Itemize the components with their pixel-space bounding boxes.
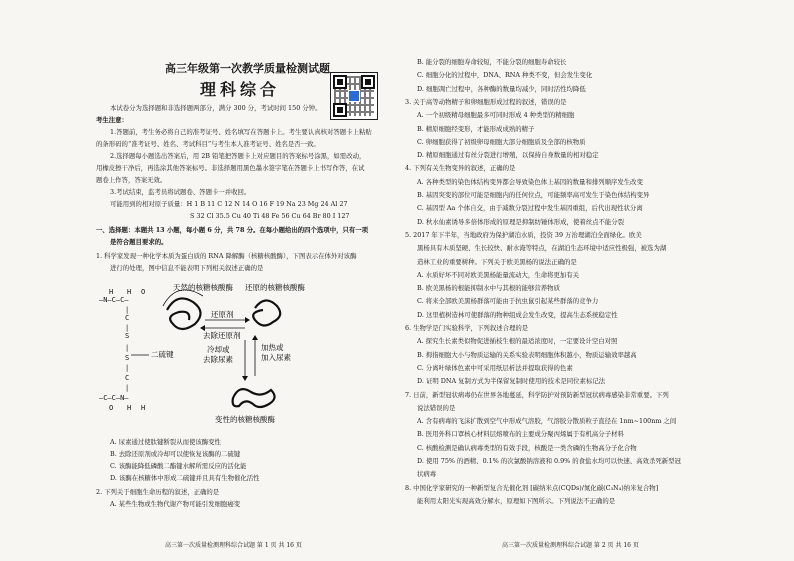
svg-text:H: H — [127, 404, 132, 412]
section-heading: 是符合题目要求的。 — [110, 238, 168, 246]
svg-text:|: | — [125, 384, 130, 392]
question-line: 7. 日前，新型冠状病毒仍在世界各地蔓延，科学防护对预防新型冠状病毒感染非常重要。下列 — [405, 390, 669, 399]
option-line: D. 秋水仙素诱导多倍体形成的原理是抑制纺锤体形成，使着丝点不能分裂 — [417, 217, 625, 226]
option-line: C. 卵细胞获得了初级卵母细胞大部分细胞质及全部的核物质 — [417, 137, 586, 146]
page-footer: 高三第一次质量检测理科综合试题 第 2 页 共 16 页 — [502, 542, 639, 549]
svg-text:H: H — [127, 288, 132, 296]
question-line: 4. 下列有关生物变异的叙述，正确的是 — [405, 164, 516, 173]
notice-line: 3.考试结束，监考员将试题卷、答题卡一并收回。 — [110, 188, 251, 196]
svg-text:—C—C—N—: —C—C—N— — [99, 394, 129, 402]
option: B. 去除还原剂或冷却可以使恢复该酶的二硫键 — [110, 450, 241, 458]
page-footer: 高三第一次质量检测理科综合试题 第 1 页 共 16 页 — [165, 542, 302, 549]
option-line: C. 基因型 Aa 个体自交，由于减数分裂过程中发生基因重组，后代出现性状分离 — [417, 204, 643, 213]
qr-code-icon — [330, 72, 378, 120]
svg-text:H: H — [109, 288, 114, 296]
question-line: 6. 生物学是门实验科学，下列叙述合理的是 — [405, 324, 529, 332]
svg-text:S: S — [125, 354, 130, 362]
svg-text:S: S — [125, 332, 130, 340]
option-line: B. 欧美黑杨的根能抑制水中与其根的能够营养物质 — [417, 284, 560, 293]
svg-text:C: C — [125, 374, 130, 382]
option-line: A. 一个初级精母细胞最多可同时形成 4 种类型的精细胞 — [417, 111, 575, 120]
option-line: A. 含有病毒的飞沫扩散到空气中形成气溶胶，气溶胶分散质粒子直径在 1nm~100nm 之间 — [417, 417, 677, 426]
remove-urea-label: 去除尿素 — [203, 355, 233, 364]
option-line: C. 分离叶绿体色素中可采用纸层析法并提取获得的色素 — [417, 363, 573, 372]
notice-line: 的条形码的“准考证号、姓名、考试科目”与考生本人准考证号、姓名是否一致。 — [96, 140, 320, 148]
cool-label: 冷却或 — [207, 345, 230, 354]
question-line: 3. 关于高等动物精子和卵细胞形成过程的叙述，错误的是 — [405, 97, 567, 106]
option-line: 能利用太阳光实现高效分解水，原理如下图所示。下列说法不正确的是 — [417, 496, 616, 505]
svg-text:C: C — [125, 314, 130, 322]
svg-text:|: | — [125, 344, 130, 352]
option-line: B. 基因突变的部位可能是细胞内的任何位点，可能频率高可发生于染色体结构变异 — [417, 191, 650, 199]
option-line: B. 精原细胞经变形，才能形成成熟的精子 — [417, 124, 535, 133]
remove-reductant-label: 去除还原剂 — [203, 331, 241, 340]
question-2: 2. 下列关于细胞生命历程的叙述，正确的是 — [96, 488, 220, 496]
denatured-enzyme-label: 变性的核糖核酸酶 — [215, 415, 275, 424]
option-line: D. 证明 DNA 复制方式为半保留复制时使用的技术是同位素标记法 — [417, 377, 606, 386]
option-line: 说法错误的是 — [417, 403, 456, 412]
subject-title: 理科综合 — [200, 80, 281, 99]
option-line: A. 水质好坏不同对欧美黑杨能量流动大，生命将更加有关 — [417, 270, 580, 279]
option-line: 造林工业的重要树种。下列关于欧美黑杨的说法正确的是 — [417, 257, 577, 266]
notice-title: 考生注意： — [96, 116, 128, 124]
svg-text:|: | — [125, 324, 130, 332]
question-line: 5. 2017 年下半年，当地政府为保护湖泊水质，投资 39 万治理湖泊全面绿化。欧美 — [405, 230, 642, 239]
option-line: C. 将来全部欧美黑杨群落可能由于抗虫鼠引起某些群落的竞争力 — [417, 297, 599, 306]
option-line: D. 这里植树造林可使群落的物种组成会发生改变，提高生态系统稳定性 — [417, 310, 618, 319]
notice-line: 1.答题前，考生务必将自己的准考证号、姓名填写在答题卡上。考生要认真核对答题卡上粘贴 — [110, 128, 372, 136]
option-line: C. 细胞分化的过程中，DNA、RNA 种类不变，但会发生变化 — [417, 71, 593, 80]
ribonuclease-diagram — [95, 280, 305, 430]
option-line: 状病毒 — [417, 470, 437, 479]
notice-line: 用橡皮擦干净后，再选涂其他答案标号。非选择题用黑色墨水签字笔在答题卡上书写作答，在试 — [96, 164, 365, 172]
section-heading: 一、选择题：本题共 13 小题，每小题 6 分，共 78 分。在每小题给出的四个选项中，只有一项 — [96, 226, 369, 234]
option-line: 黑杨具有木质坚硬、生长较快、耐水淹等特点，在湖泊生态环境中适应性极强，被选为湖 — [417, 244, 667, 253]
right-page — [397, 0, 794, 561]
svg-text:O: O — [109, 404, 114, 412]
intro-text: 本试卷分为选择题和非选择题两部分，满分 300 分，考试时间 150 分钟。 — [110, 104, 322, 112]
svg-text:H: H — [141, 404, 146, 412]
reduced-enzyme-label: 还原的核糖核酸酶 — [245, 283, 305, 292]
option-line: B. 医用外科口罩核心材料层熔喷布的主要成分聚丙烯属于有机高分子材料 — [417, 430, 624, 439]
question-line: 8. 中国化学家研究的一种新型复合光催化剂 [碳纳米点(CQDs)/氮化碳(C₃N₄)纳米复合物] — [405, 483, 659, 492]
question-1: 1. 科学家发现一种化学本质为蛋白质的 RNA 降解酶（核糖核酸酶），下图表示在体外对该酶 — [96, 252, 357, 260]
option: A. 尿素通过使肽键断裂从而使该酶变性 — [110, 438, 221, 446]
svg-text:|: | — [125, 306, 130, 314]
natural-enzyme-label: 天然的核糖核酸酶 — [173, 283, 233, 292]
atomic-mass-line: S 32 Cl 35.5 Cu 40 Ti 48 Fe 56 Cu 64 Br 80 I 127 — [190, 212, 350, 220]
heat-label: 加热或 — [261, 343, 284, 352]
notice-line: 题卷上作答，答案无效。 — [96, 176, 167, 184]
svg-text:|: | — [125, 364, 130, 372]
option-line: D. 细胞凋亡过程中，各种酶的数量均减少，同时活性均降低 — [417, 84, 586, 93]
option-line: D. 精原细胞通过有丝分裂进行增殖，以保持自身数量的相对稳定 — [417, 151, 599, 160]
disulfide-label: 二硫键 — [151, 350, 174, 359]
option-line: B. 拇指细胞大小与物质运输的关系实验表明细胞体积越小，物质运输效率越高 — [417, 350, 637, 359]
option: D. 该酶在核糖体中形成二硫键并且具有生物催化活性 — [110, 474, 260, 482]
option-line: B. 能分裂的细胞寿命较短，不能分裂的细胞寿命较长 — [417, 58, 567, 66]
atomic-mass-line: 可能用到的相对原子质量：H 1 B 11 C 12 N 14 O 16 F 19 Na 23 Mg 24 Al 27 — [110, 200, 348, 208]
option-line: C. 核酸检测是确认病毒类型的有效手段，核酸是一类含磷的生物高分子化合物 — [417, 443, 637, 452]
notice-line: 2.选择题每小题选出答案后，用 2B 铅笔把答题卡上对应题目的答案标号涂黑，如需改动， — [110, 152, 366, 160]
exam-title: 高三年级第一次教学质量检测试题 — [165, 62, 330, 75]
svg-text:O: O — [141, 288, 146, 296]
add-urea-label: 加入尿素 — [261, 353, 291, 362]
reductant-label: 还原剂 — [211, 310, 234, 319]
option-line: A. 探究生长素类似物促进插枝生根的最适浓度时，一定要设计空白对照 — [417, 337, 618, 346]
svg-text:—N—C—C—: —N—C—C— — [99, 296, 129, 304]
question-1: 进行的处理，图中信息不能表明下列相关叙述正确的是 — [110, 264, 264, 272]
option: C. 该酶能降低磷酸二酯键水解所需反应的活化能 — [110, 462, 247, 470]
option-line: D. 使用 75% 的酒精、0.1% 的次氯酸钠溶液和 0.9% 的食盐水均可以快速、高效杀死新型冠 — [417, 457, 681, 465]
option: A. 某些生物或生物代谢产物可能引发细胞癌变 — [110, 500, 241, 508]
option-line: A. 各种类型的染色体结构变异都会导致染色体上基因的数量和排列顺序发生改变 — [417, 177, 643, 186]
